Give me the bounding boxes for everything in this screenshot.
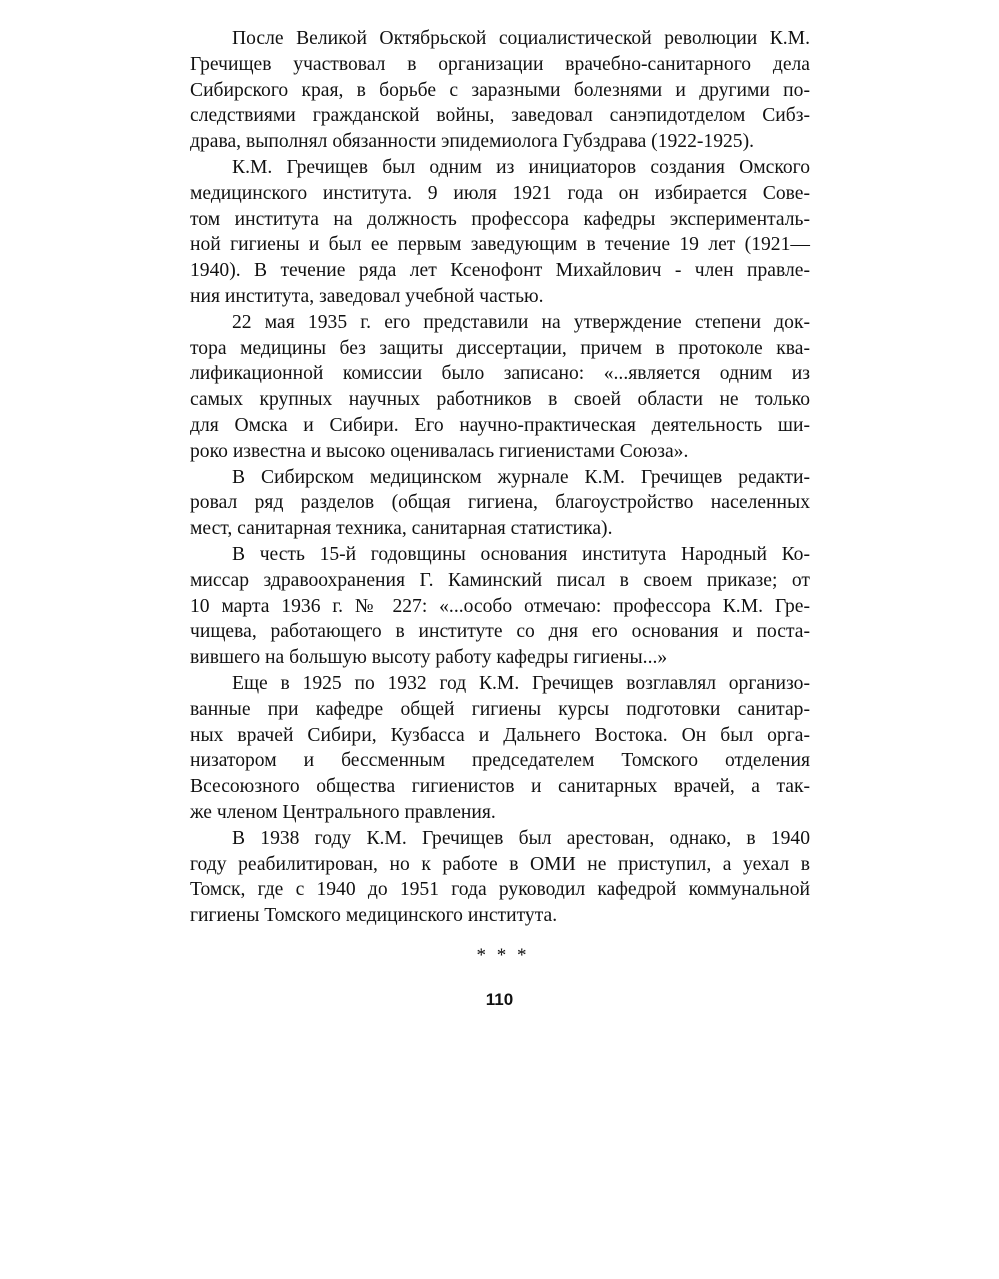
text-line: В честь 15-й годовщины основания института Народный Ко-: [232, 543, 810, 565]
text-line: тора медицины без защиты диссертации, причем в протоколе ква-: [190, 337, 810, 359]
paragraph: [190, 671, 810, 826]
section-separator: * * *: [476, 945, 527, 966]
text-line: году реабилитирован, но к работе в ОМИ не приступил, а уехал в: [190, 853, 810, 875]
paragraph: [190, 826, 810, 929]
text-line: Гречищев участвовал в организации врачебно-санитарного дела: [190, 53, 810, 75]
text-line: 1940). В течение ряда лет Ксенофонт Михайлович - член правле-: [190, 260, 810, 282]
text-line: Всесоюзного общества гигиенистов и санитарных врачей, а так-: [190, 776, 810, 798]
text-line: 10 марта 1936 г. № 227: «...особо отмечаю: профессора К.М. Гре-: [190, 595, 810, 617]
text-line: лификационной комиссии было записано: «...является одним из: [190, 363, 810, 385]
text-line: Еще в 1925 по 1932 год К.М. Гречищев возглавлял организо-: [232, 672, 810, 694]
text-line: мест, санитарная техника, санитарная статистика).: [190, 518, 613, 540]
paragraph: [190, 465, 810, 542]
text-line: ных врачей Сибири, Кузбасса и Дальнего Востока. Он был орга-: [190, 724, 810, 746]
text-line: Томск, где с 1940 до 1951 года руководил кафедрой коммунальной: [190, 879, 810, 901]
text-line: гигиены Томского медицинского института.: [190, 905, 558, 927]
text-line: миссар здравоохранения Г. Каминский писал в своем приказе; от: [190, 569, 810, 591]
text-line: ванные при кафедре общей гигиены курсы подготовки санитар-: [190, 698, 810, 720]
text-line: следствиями гражданской войны, заведовал санэпидотделом Сибз-: [190, 105, 810, 127]
text-line: вившего на большую высоту работу кафедры гигиены...»: [190, 647, 668, 669]
text-line: для Омска и Сибири. Его научно-практическая деятельность ши-: [190, 414, 810, 436]
text-line: ровал ряд разделов (общая гигиена, благоустройство населенных: [190, 492, 810, 514]
paragraph: [190, 26, 810, 155]
text-line: ния института, заведовал учебной частью.: [190, 285, 544, 307]
text-line: низатором и бессменным председателем Томского отделения: [190, 750, 810, 772]
paragraph: [190, 542, 810, 671]
text-line: самых крупных научных работников в своей области не только: [190, 389, 810, 411]
text-line: же членом Центрального правления.: [190, 801, 496, 823]
text-line: В Сибирском медицинском журнале К.М. Гречищев редакти-: [232, 466, 810, 488]
paragraph: [190, 310, 810, 465]
text-line: Сибирского края, в борьбе с заразными болезнями и другими по-: [190, 79, 810, 101]
text-line: 22 мая 1935 г. его представили на утверждение степени док-: [232, 311, 810, 333]
text-line: К.М. Гречищев был одним из инициаторов создания Омского: [232, 156, 810, 178]
text-line: драва, выполнял обязанности эпидемиолога Губздрава (1922-1925).: [190, 131, 755, 153]
text-line: роко известна и высоко оценивалась гигиенистами Союза».: [190, 440, 689, 462]
text-line: медицинского института. 9 июля 1921 года он избирается Сове-: [190, 182, 810, 204]
text-line: ной гигиены и был ее первым заведующим в течение 19 лет (1921—: [190, 234, 810, 256]
paragraph: [190, 155, 810, 310]
page-body: [190, 26, 810, 929]
text-line: чищева, работающего в институте со дня его основания и поста-: [190, 621, 810, 643]
page-number: 110: [485, 990, 514, 1009]
text-line: В 1938 году К.М. Гречищев был арестован, однако, в 1940: [232, 827, 810, 849]
text-line: После Великой Октябрьской социалистической революции К.М.: [232, 28, 810, 49]
text-line: том института на должность профессора кафедры эксперименталь-: [190, 208, 810, 230]
